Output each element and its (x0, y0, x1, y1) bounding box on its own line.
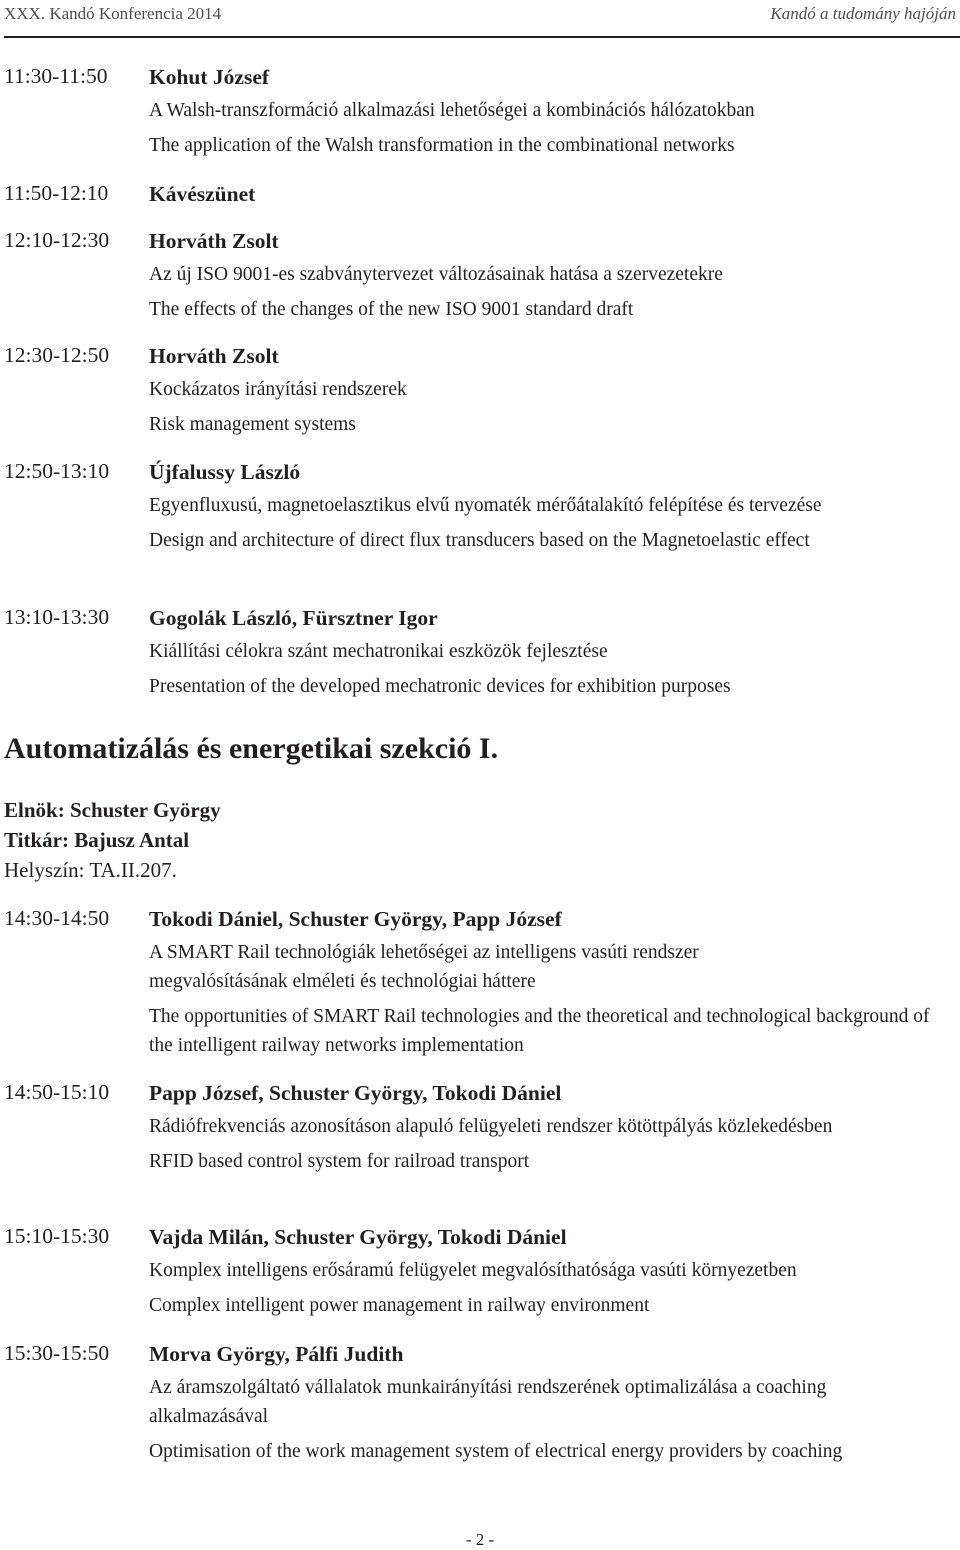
session-title-en: The effects of the changes of the new ISO 9001 standard draft (149, 299, 634, 320)
session-time: 12:30-12:50 (4, 343, 110, 367)
page-number: - 2 - (465, 1530, 495, 1549)
session-title-en: RFID based control system for railroad transport (149, 1151, 530, 1172)
conference-name: XXX. Kandó Konferencia 2014 (4, 4, 222, 23)
session-authors: Tokodi Dániel, Schuster György, Papp József (149, 907, 562, 931)
session-title-hu: Egyenfluxusú, magnetoelasztikus elvű nyomaték mérőátalakító felépítése és tervezése (149, 495, 822, 516)
session-authors: Papp József, Schuster György, Tokodi Dániel (149, 1081, 562, 1105)
session-authors: Újfalussy László (149, 460, 301, 484)
session-title-en: Risk management systems (149, 414, 356, 435)
session-time: 12:10-12:30 (4, 228, 110, 252)
session-authors: Horváth Zsolt (149, 229, 279, 253)
section-title: Automatizálás és energetikai szekció I. (4, 732, 499, 765)
session-title-en: The opportunities of SMART Rail technologies and the theoretical and technological background of the intelligent railway networks implementation (149, 1006, 930, 1056)
session-authors: Gogolák László, Fürsztner Igor (149, 606, 438, 630)
session-title-en: Presentation of the developed mechatronic devices for exhibition purposes (149, 676, 731, 697)
session-time: 14:50-15:10 (4, 1080, 110, 1104)
session-time: 14:30-14:50 (4, 906, 110, 930)
session-time: 12:50-13:10 (4, 459, 110, 483)
session-title-hu: Az áramszolgáltató vállalatok munkairányítási rendszerének optimalizálása a coaching alkalmazásával (149, 1377, 827, 1427)
session-title-en: The application of the Walsh transformation in the combinational networks (149, 135, 735, 156)
session-title-hu: Az új ISO 9001-es szabványtervezet változásainak hatása a szervezetekre (149, 264, 723, 285)
section-chair: Elnök: Schuster György (4, 798, 221, 822)
session-authors: Morva György, Pálfi Judith (149, 1342, 404, 1366)
session-title-hu: A Walsh-transzformáció alkalmazási lehetőségei a kombinációs hálózatokban (149, 100, 755, 121)
session-authors: Vajda Milán, Schuster György, Tokodi Dániel (149, 1225, 567, 1249)
session-time: 11:30-11:50 (4, 64, 108, 88)
session-title-hu: Rádiófrekvenciás azonosításon alapuló felügyeleti rendszer kötöttpályás közlekedésben (149, 1116, 833, 1137)
header-rule (4, 36, 960, 38)
session-title-hu: Kockázatos irányítási rendszerek (149, 379, 407, 400)
session-time: 11:50-12:10 (4, 181, 109, 205)
conference-motto: Kandó a tudomány hajóján (770, 4, 956, 23)
coffee-break: Kávészünet (149, 182, 256, 206)
session-title-en: Optimisation of the work management system of electrical energy providers by coaching (149, 1441, 843, 1462)
session-title-hu: Kiállítási célokra szánt mechatronikai eszközök fejlesztése (149, 641, 608, 662)
session-authors: Kohut József (149, 65, 270, 89)
session-time: 15:10-15:30 (4, 1224, 110, 1248)
session-title-en: Complex intelligent power management in railway environment (149, 1295, 650, 1316)
section-secretary: Titkár: Bajusz Antal (4, 828, 190, 852)
session-title-hu: Komplex intelligens erősáramú felügyelet megvalósíthatósága vasúti környezetben (149, 1260, 797, 1281)
session-time: 13:10-13:30 (4, 605, 110, 629)
section-location: Helyszín: TA.II.207. (4, 858, 177, 882)
session-title-en: Design and architecture of direct flux transducers based on the Magnetoelastic effect (149, 530, 810, 551)
session-time: 15:30-15:50 (4, 1341, 110, 1365)
session-title-hu: A SMART Rail technológiák lehetőségei az intelligens vasúti rendszer megvalósításának elméleti és technológiai háttere (149, 942, 699, 992)
page-header (4, 0, 960, 40)
session-authors: Horváth Zsolt (149, 344, 279, 368)
